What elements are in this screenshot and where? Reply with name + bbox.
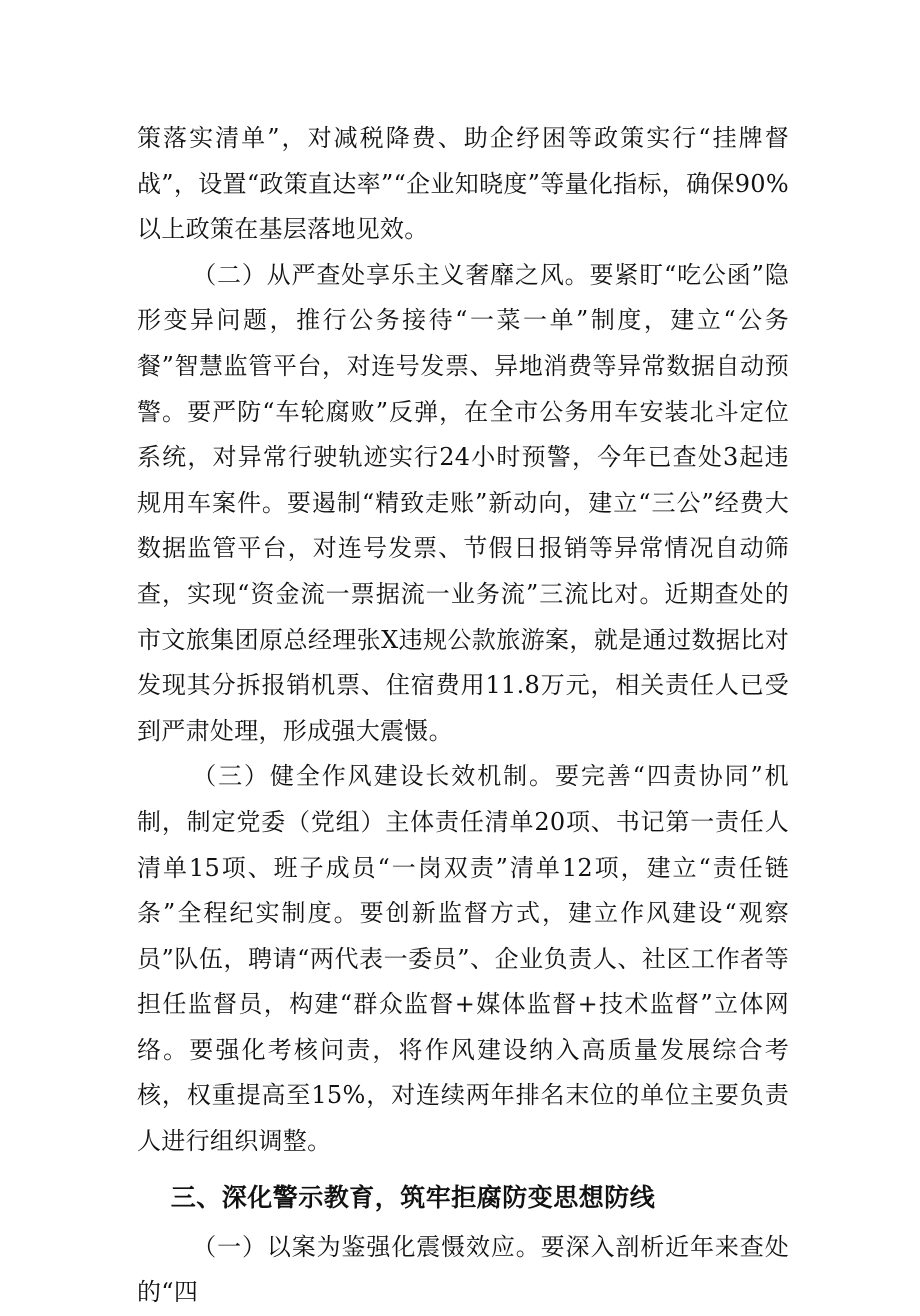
section-heading: 三、深化警示教育，筑牢拒腐防变思想防线	[170, 1182, 656, 1212]
paragraph-section-3: （三）健全作风建设长效机制。要完善“四责协同”机制，制定党委（党组）主体责任清单20项、书记第一责任人清单15项、班子成员“一岗双责”清单12项，建立“责任链条”全程纪实制度。要创新监督方式，建立作风建设“观察员”队伍，聘请“两代表一委员”、企业负责人、社区工作者等担任监督员，构建“群众监督+媒体监督+技术监督”立体网络。要强化考核问责，将作风建设纳入高质量发展综合考核，权重提高至15%，对连续两年排名末位的单位主要负责人进行组织调整。	[137, 762, 789, 1156]
paragraph-subsection-1: （一）以案为鉴强化震慑效应。要深入剖析近年来查处的“四	[137, 1232, 789, 1307]
paragraph-section-2: （二）从严查处享乐主义奢靡之风。要紧盯“吃公函”隐形变异问题，推行公务接待“一菜一单”制度，建立“公务餐”智慧监管平台，对连号发票、异地消费等异常数据自动预警。要严防“车轮腐败”反弹，在全市公务用车安装北斗定位系统，对异常行驶轨迹实行24小时预警，今年已查处3起违规用车案件。要遏制“精致走账”新动向，建立“三公”经费大数据监管平台，对连号发票、节假日报销等异常情况自动筛查，实现“资金流一票据流一业务流”三流比对。近期查处的市文旅集团原总经理张X违规公款旅游案，就是通过数据比对发现其分拆报销机票、住宿费用11.8万元，相关责任人已受到严肃处理，形成强大震慑。	[137, 260, 789, 745]
paragraph-continuation: 策落实清单”，对减税降费、助企纾困等政策实行“挂牌督战”，设置“政策直达率”“企业知晓度”等量化指标，确保90%以上政策在基层落地见效。	[137, 124, 789, 244]
document-body	[137, 116, 789, 1316]
